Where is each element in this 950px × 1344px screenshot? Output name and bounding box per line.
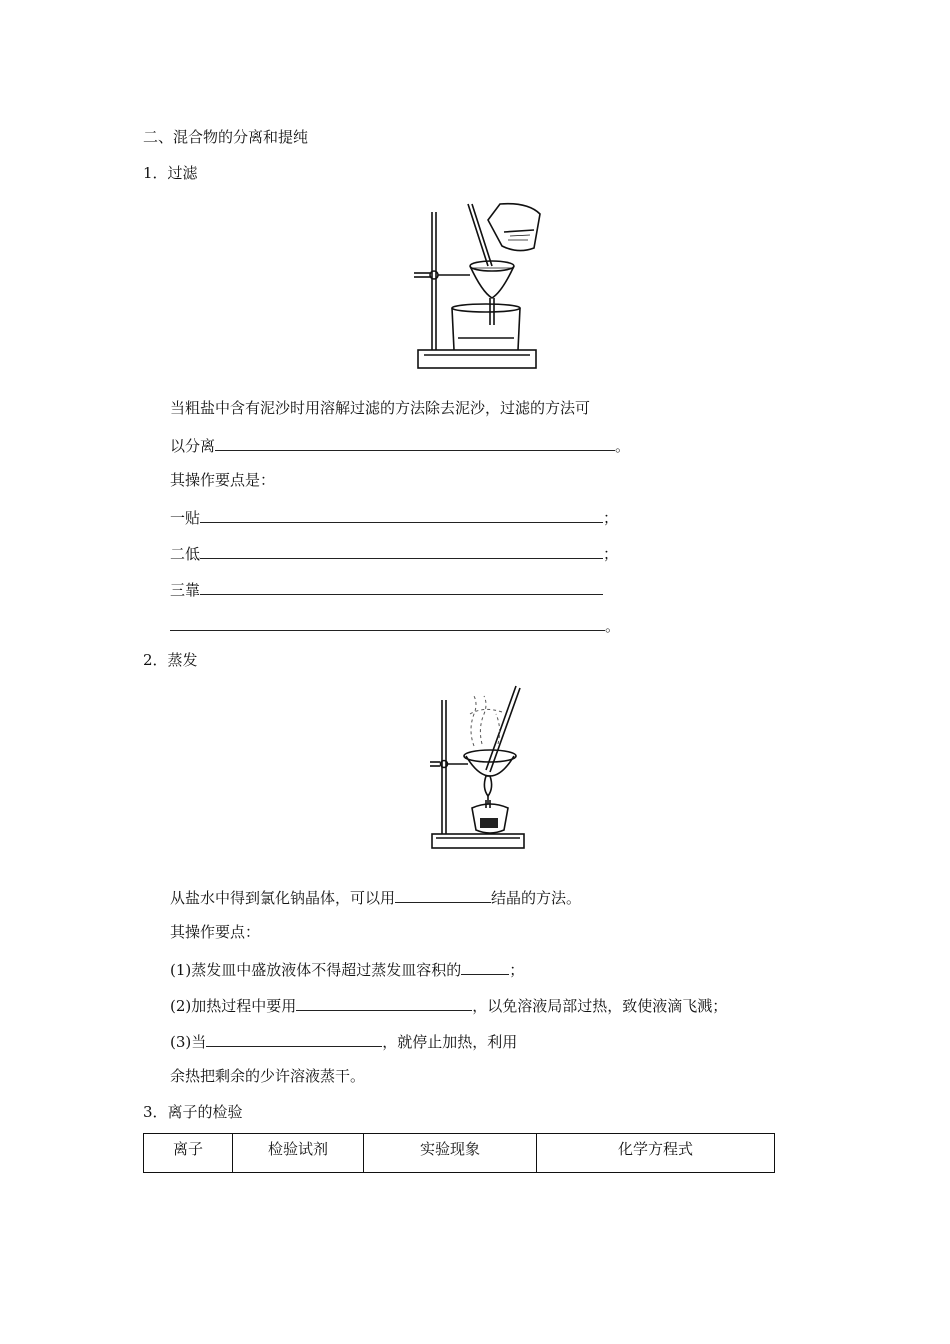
evaporation-intro [170,886,581,908]
filtration-intro-line-1: 当粗盐中含有泥沙时用溶解过滤的方法除去泥沙，过滤的方法可 [170,399,591,417]
answer-blank[interactable] [200,578,603,595]
filtration-point-1 [170,506,618,528]
evaporation-intro-prefix: 从盐水中得到氯化钠晶体，可以用 [170,889,396,907]
filtration-intro-suffix: 。 [615,437,631,455]
point-1-end: ； [603,509,619,527]
answer-blank[interactable] [296,994,472,1011]
column-header-ion: 离子 [144,1134,233,1173]
ion-test-table [143,1133,775,1173]
item-1-text: (1)蒸发皿中盛放液体不得超过蒸发皿容积的 [170,961,462,979]
point-3-label: 三靠 [170,581,201,599]
answer-blank[interactable] [200,542,603,559]
filtration-points-label: 其操作要点是： [170,471,276,489]
answer-blank[interactable] [200,506,603,523]
answer-blank[interactable] [215,434,615,451]
evaporation-points-label: 其操作要点： [170,923,261,941]
evaporation-item-2 [170,994,727,1016]
filtration-point-3 [170,578,603,600]
filtration-point-2 [170,542,618,564]
evaporation-item-3 [170,1030,517,1052]
evaporation-item-1 [170,958,524,980]
point-2-label: 二低 [170,545,201,563]
answer-blank[interactable] [395,886,491,903]
point-2-end: ； [603,545,619,563]
table-header-row [144,1134,775,1173]
filtration-point-3-continued [170,614,620,636]
answer-blank[interactable] [461,958,509,975]
filtration-intro-line-2 [170,434,630,456]
answer-blank[interactable] [170,614,605,631]
column-header-reagent: 检验试剂 [233,1134,364,1173]
item-3-end: ，就停止加热，利用 [382,1033,518,1051]
item-2-end: ，以免溶液局部过热，致使液滴飞溅； [472,997,728,1015]
item-3-text: (3)当 [170,1033,207,1051]
filtration-heading: 1．过滤 [143,164,198,182]
point-3-end: 。 [605,617,621,635]
evaporation-apparatus-figure [428,684,528,856]
filtration-apparatus-figure [410,200,550,380]
ion-test-heading: 3．离子的检验 [143,1103,243,1121]
item-2-text: (2)加热过程中要用 [170,997,297,1015]
column-header-phenomenon: 实验现象 [364,1134,537,1173]
column-header-equation: 化学方程式 [537,1134,775,1173]
section-title: 二、混合物的分离和提纯 [143,128,309,146]
filtration-intro-prefix: 以分离 [170,437,216,455]
evaporation-heading: 2．蒸发 [143,651,198,669]
point-1-label: 一贴 [170,509,201,527]
evaporation-intro-suffix: 结晶的方法。 [491,889,582,907]
answer-blank[interactable] [206,1030,382,1047]
evaporation-item-3-continued: 余热把剩余的少许溶液蒸干。 [170,1067,366,1085]
item-1-end: ； [509,961,525,979]
